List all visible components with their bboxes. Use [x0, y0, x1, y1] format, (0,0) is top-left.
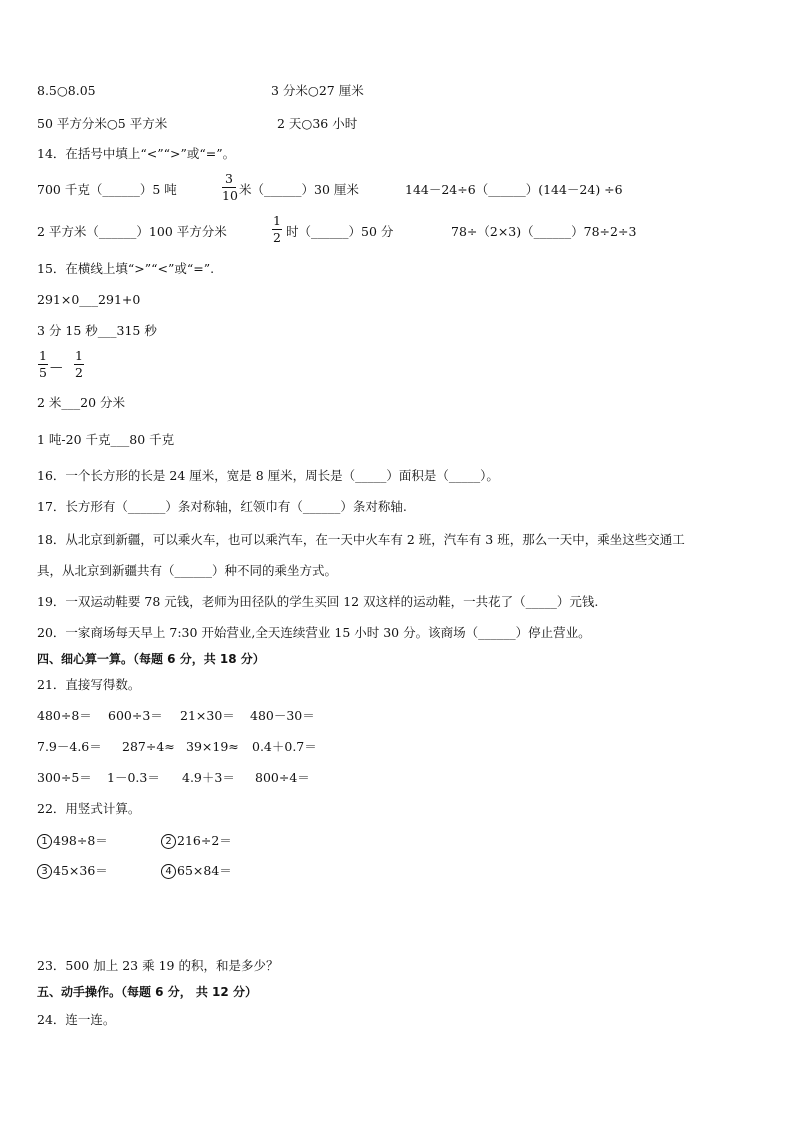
q14-r1b-fraction [222, 172, 236, 203]
section-5-heading: 五、动手操作。（每题 6 分， 共 12 分） [37, 985, 257, 999]
q17-text: 17．长方形有（______）条对称轴，红领巾有（______）条对称轴. [37, 499, 407, 514]
expression: 65×84＝ [177, 863, 232, 878]
q22-item-2 [161, 833, 232, 849]
q21-r2-item: 0.4＋0.7＝ [252, 739, 317, 754]
q15-line-4: 2 米___20 分米 [37, 395, 126, 410]
q22-item-3 [37, 863, 108, 879]
q15-line-5: 1 吨-20 千克___80 千克 [37, 432, 175, 447]
section-4-heading: 四、细心算一算。（每题 6 分，共 18 分） [37, 652, 265, 666]
q21-r2-item: 39×19≈ [186, 739, 239, 754]
q21-r1-item: 600÷3＝ [108, 708, 163, 723]
q21-r3-item: 800÷4＝ [255, 770, 310, 785]
circled-number: 4 [161, 864, 176, 879]
q21-r1-item: 480－30＝ [250, 708, 315, 723]
q15-line-1: 291×0___291+0 [37, 292, 141, 307]
q21-r3-item: 300÷5＝ [37, 770, 92, 785]
q21-r2-item: 287÷4≈ [122, 739, 175, 754]
q21-r3-item: 4.9＋3＝ [182, 770, 235, 785]
expression: 216÷2＝ [177, 833, 232, 848]
q13-item-b: 3 分米○27 厘米 [271, 83, 364, 98]
q21-r1-item: 21×30＝ [180, 708, 235, 723]
q14-r2a: 2 平方米（______）100 平方分米 [37, 224, 227, 239]
q13-item-d: 2 天○36 小时 [277, 116, 358, 131]
numerator: 3 [225, 171, 233, 186]
q14-r2b-rest: 时（______）50 分 [286, 224, 394, 239]
denominator: 2 [75, 365, 83, 380]
q18-line-1: 18．从北京到新疆，可以乘火车，也可以乘汽车，在一天中火车有 2 班，汽车有 3 班，那么一天中，乘坐这些交通工 [37, 532, 685, 547]
q14-r1a: 700 千克（______）5 吨 [37, 182, 177, 197]
q13-item-a: 8.5○8.05 [37, 83, 96, 98]
q20-text: 20．一家商场每天早上 7:30 开始营业,全天连续营业 15 小时 30 分。该商场（______）停止营业。 [37, 625, 591, 640]
q14-r1c: 144－24÷6（______）(144－24) ÷6 [405, 182, 623, 197]
q14-r1b-rest: 米（______）30 厘米 [239, 182, 359, 197]
denominator: 5 [39, 365, 47, 380]
q21-r2-item: 7.9－4.6＝ [37, 739, 102, 754]
denominator: 2 [273, 230, 281, 245]
q14-r2c: 78÷（2×3)（______）78÷2÷3 [451, 224, 637, 239]
q24-text: 24．连一连。 [37, 1012, 116, 1027]
circled-number: 2 [161, 834, 176, 849]
q15-fraction-right [74, 349, 84, 380]
q18-line-2: 具，从北京到新疆共有（______）种不同的乘坐方式。 [37, 563, 338, 578]
expression: 498÷8＝ [53, 833, 108, 848]
q23-text: 23．500 加上 23 乘 19 的积，和是多少？ [37, 958, 279, 973]
denominator: 10 [222, 188, 238, 203]
q21-r1-item: 480÷8＝ [37, 708, 92, 723]
q15-line-2: 3 分 15 秒___315 秒 [37, 323, 157, 338]
q19-text: 19．一双运动鞋要 78 元钱，老师为田径队的学生买回 12 双这样的运动鞋，一共花了（_____）元钱. [37, 594, 599, 609]
q22-item-1 [37, 833, 108, 849]
q21-r3-item: 1－0.3＝ [107, 770, 160, 785]
numerator: 1 [39, 348, 47, 363]
q22-title: 22．用竖式计算。 [37, 801, 141, 816]
circled-number: 3 [37, 864, 52, 879]
q22-item-4 [161, 863, 232, 879]
numerator: 1 [273, 213, 281, 228]
circled-number: 1 [37, 834, 52, 849]
q21-title: 21．直接写得数。 [37, 677, 141, 692]
q14-title: 14．在括号中填上“<”“>”或“=”。 [37, 146, 236, 161]
numerator: 1 [75, 348, 83, 363]
q15-title: 15．在横线上填“>”“<”或“=”. [37, 261, 215, 276]
q15-fraction-left [38, 349, 48, 380]
q14-r2b-fraction [272, 214, 282, 245]
q13-item-c: 50 平方分米○5 平方米 [37, 116, 168, 131]
q16-text: 16．一个长方形的长是 24 厘米，宽是 8 厘米，周长是（_____）面积是（_____）。 [37, 468, 499, 483]
q15-fraction-blank: — [50, 359, 63, 374]
expression: 45×36＝ [53, 863, 108, 878]
